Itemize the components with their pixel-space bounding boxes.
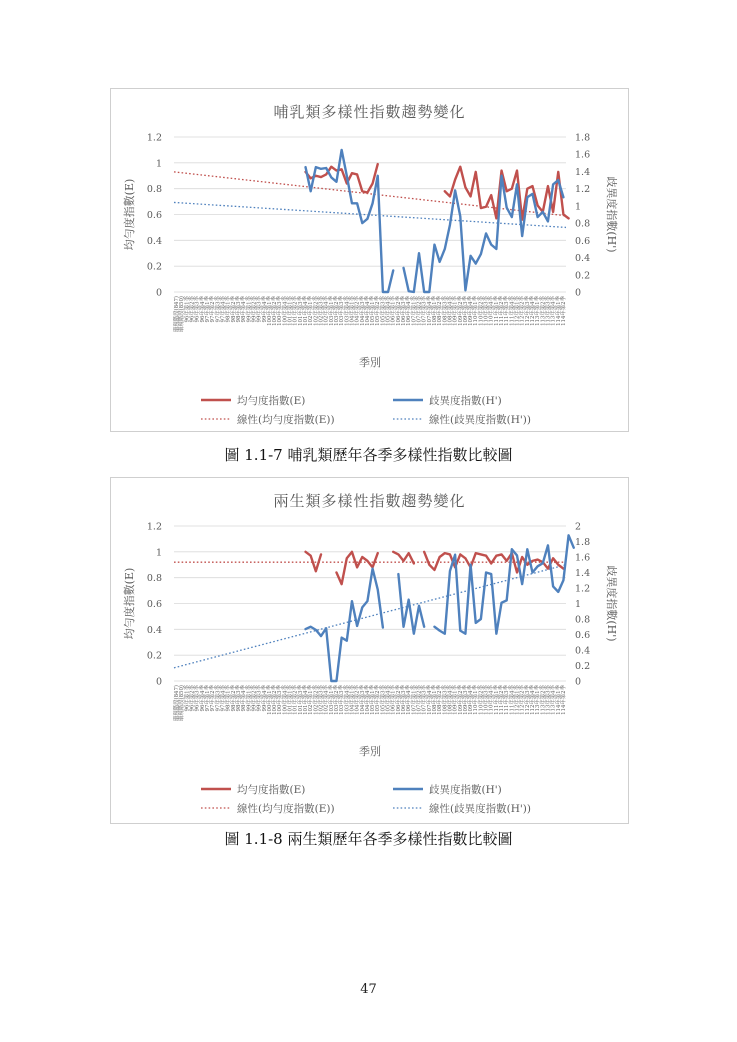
chart1-ytick-left: 1 bbox=[155, 158, 162, 170]
chart1-xtick: 100年第1季 bbox=[266, 296, 273, 326]
chart1-ylabel-right: 歧異度指數(H') bbox=[605, 176, 618, 253]
chart2-xtick: 107年第1季 bbox=[411, 685, 418, 715]
chart1-xtick: 105年第1季 bbox=[370, 296, 377, 326]
chart1-xtick: 102年第4季 bbox=[323, 296, 330, 326]
chart1-xtick: 環現階段(850) bbox=[179, 296, 186, 333]
chart1-xtick: 104年第2季 bbox=[354, 296, 361, 326]
chart2-xtick: 108年第3季 bbox=[442, 685, 449, 715]
chart1-xtick: 103年第4季 bbox=[344, 296, 351, 326]
chart1-series-line bbox=[306, 150, 564, 292]
page-number: 47 bbox=[360, 982, 377, 997]
chart1-title: 哺乳類多樣性指數趨勢變化 bbox=[273, 103, 466, 121]
chart2-legend-label: 歧異度指數(H') bbox=[429, 784, 502, 796]
chart1-xtick: 112年第4季 bbox=[529, 296, 536, 326]
chart1-xtick: 110年第1季 bbox=[473, 296, 480, 326]
chart1-xtick: 96年第1季 bbox=[184, 296, 191, 323]
chart2-xtick: 101年第4季 bbox=[303, 685, 310, 715]
chart1-xtick: 100年第2季 bbox=[272, 296, 279, 326]
chart2-xtick: 108年第1季 bbox=[431, 685, 438, 715]
chart1-ytick-right: 1.8 bbox=[575, 132, 591, 144]
chart2-xtick: 101年第2季 bbox=[292, 685, 299, 715]
chart1-ytick-left: 0.2 bbox=[146, 261, 162, 273]
chart1-legend-label: 均勻度指數(E) bbox=[237, 395, 306, 407]
chart2-ytick-right: 1.4 bbox=[575, 568, 591, 579]
chart2-xtick: 97年第2季 bbox=[210, 685, 217, 712]
chart1-xtick: 114年第2季 bbox=[560, 296, 567, 326]
chart2-xtick: 113年第2季 bbox=[540, 685, 547, 715]
chart2-xtick: 環現階段(850) bbox=[179, 685, 186, 722]
chart2-xtick: 106年第1季 bbox=[390, 685, 397, 715]
chart2-xtick: 106年第4季 bbox=[406, 685, 413, 715]
chart2-xtick: 109年第4季 bbox=[468, 685, 475, 715]
chart2-xtick: 109年第2季 bbox=[457, 685, 464, 715]
chart2-xtick: 104年第2季 bbox=[354, 685, 361, 715]
chart2-xtick: 106年第2季 bbox=[395, 685, 402, 715]
chart1-xtick: 105年第2季 bbox=[375, 296, 382, 326]
chart2-xtick: 103年第2季 bbox=[333, 685, 340, 715]
chart2-xtick: 102年第2季 bbox=[313, 685, 320, 715]
chart1-xtick: 96年第4季 bbox=[199, 296, 206, 323]
chart2-xtick: 97年第3季 bbox=[215, 685, 222, 712]
chart1-xtick: 109年第1季 bbox=[452, 296, 459, 326]
chart1-ytick-right: 0.4 bbox=[575, 253, 591, 265]
chart2-xtick: 98年第2季 bbox=[230, 685, 237, 712]
chart2-xtick: 106年第3季 bbox=[401, 685, 408, 715]
chart1-xtick: 98年第3季 bbox=[235, 296, 242, 323]
chart2-legend-label: 線性(歧異度指數(H')) bbox=[429, 803, 531, 815]
chart1-xtick: 109年第2季 bbox=[457, 296, 464, 326]
chart2-ytick-right: 0.4 bbox=[575, 645, 591, 657]
chart2-xtick: 105年第4季 bbox=[385, 685, 392, 715]
chart1-xtick: 102年第3季 bbox=[318, 296, 325, 326]
chart2-xtick: 98年第1季 bbox=[225, 685, 232, 712]
chart2-xtick: 113年第4季 bbox=[550, 685, 557, 715]
chart2-legend-label: 線性(均勻度指數(E)) bbox=[237, 803, 335, 815]
chart2-xtick: 100年第2季 bbox=[272, 685, 279, 715]
chart2-xtick: 98年第3季 bbox=[235, 685, 242, 712]
chart1-xtick: 113年第2季 bbox=[540, 296, 547, 326]
chart2-xtick: 105年第3季 bbox=[380, 685, 387, 715]
chart1-xtick: 105年第4季 bbox=[385, 296, 392, 326]
chart2-xtick: 100年第4季 bbox=[282, 685, 289, 715]
chart1-xtick: 99年第2季 bbox=[251, 296, 258, 323]
chart2-xtick: 111年第4季 bbox=[509, 685, 516, 715]
chart2-xtick: 110年第4季 bbox=[488, 685, 495, 715]
chart2-ytick-left: 0.8 bbox=[146, 573, 162, 585]
chart2-xtick: 96年第4季 bbox=[199, 685, 206, 712]
chart2-ytick-right: 2 bbox=[575, 521, 582, 533]
chart1-ytick-left: 0.8 bbox=[146, 184, 162, 196]
chart2-xtick: 96年第1季 bbox=[184, 685, 191, 712]
chart1-xtick: 98年第1季 bbox=[225, 296, 232, 323]
chart2-xtick: 104年第4季 bbox=[364, 685, 371, 715]
chart2-xtick: 97年第1季 bbox=[205, 685, 212, 712]
chart2-xtick: 112年第2季 bbox=[519, 685, 526, 715]
chart2-xtick: 101年第1季 bbox=[287, 685, 294, 715]
chart1-xtick: 102年第1季 bbox=[308, 296, 315, 326]
chart1-xtick: 108年第3季 bbox=[442, 296, 449, 326]
chart1-ytick-left: 0.6 bbox=[146, 210, 162, 221]
chart1-xtick: 114年第1季 bbox=[555, 296, 562, 326]
chart1-xtick: 100年第4季 bbox=[282, 296, 289, 326]
chart1-xtick: 99年第4季 bbox=[261, 296, 268, 323]
chart2-xtick: 103年第1季 bbox=[328, 685, 335, 715]
chart1-ytick-left: 1.2 bbox=[146, 132, 162, 144]
chart2-xtick: 104年第1季 bbox=[349, 685, 356, 715]
chart1-xtick: 97年第4季 bbox=[220, 296, 227, 323]
chart1-ytick-left: 0 bbox=[155, 287, 162, 299]
chart1-xtick: 106年第1季 bbox=[390, 296, 397, 326]
chart2-xtick: 97年第4季 bbox=[220, 685, 227, 712]
chart2-xtick: 103年第3季 bbox=[339, 685, 346, 715]
chart1-xtick: 104年第4季 bbox=[364, 296, 371, 326]
chart2-xtick: 111年第3季 bbox=[504, 685, 511, 715]
chart1-ytick-right: 0.8 bbox=[575, 218, 591, 230]
chart1-legend-label: 歧異度指數(H') bbox=[429, 395, 502, 407]
chart1-xtick: 105年第3季 bbox=[380, 296, 387, 326]
chart1-xtick: 113年第3季 bbox=[545, 296, 552, 326]
chart2-ytick-right: 0.2 bbox=[575, 661, 591, 672]
chart1-xtick: 112年第1季 bbox=[514, 296, 521, 326]
chart1-xtick: 環現階段(847) bbox=[174, 296, 181, 333]
chart2-xlabel: 季別 bbox=[359, 745, 381, 758]
chart2-xtick: 107年第4季 bbox=[426, 685, 433, 715]
chart2-title: 兩生類多樣性指數趨勢變化 bbox=[273, 492, 466, 510]
chart1-xtick: 103年第3季 bbox=[339, 296, 346, 326]
chart1-xtick: 113年第4季 bbox=[550, 296, 557, 326]
chart1-xtick: 102年第2季 bbox=[313, 296, 320, 326]
chart1-ytick-left: 0.4 bbox=[146, 235, 162, 247]
chart1-xtick: 104年第3季 bbox=[359, 296, 366, 326]
chart2-xtick: 111年第2季 bbox=[499, 685, 506, 715]
chart1-ytick-right: 1.2 bbox=[575, 184, 591, 196]
chart1-xtick: 101年第4季 bbox=[303, 296, 310, 326]
chart2-legend-label: 均勻度指數(E) bbox=[237, 784, 306, 796]
chart2-xtick: 110年第3季 bbox=[483, 685, 490, 715]
chart1-ytick-right: 0.2 bbox=[575, 270, 591, 282]
chart2-ytick-right: 1.8 bbox=[575, 537, 591, 548]
chart2-ytick-right: 0.6 bbox=[575, 630, 591, 641]
chart2-xtick: 環現階段(847) bbox=[174, 685, 181, 722]
chart2-ytick-left: 0.2 bbox=[146, 650, 162, 662]
chart2-ytick-left: 0.4 bbox=[146, 624, 162, 636]
chart2-xtick: 99年第2季 bbox=[251, 685, 258, 712]
chart1-xtick: 96年第3季 bbox=[194, 296, 201, 323]
chart2-ytick-left: 1 bbox=[155, 547, 162, 559]
chart2-xtick: 114年第2季 bbox=[560, 685, 567, 715]
chart2-ytick-left: 0 bbox=[155, 676, 162, 688]
chart1-xtick: 107年第3季 bbox=[421, 296, 428, 326]
chart2-xtick: 108年第2季 bbox=[437, 685, 444, 715]
chart1-xtick: 108年第4季 bbox=[447, 296, 454, 326]
chart1-xtick: 106年第3季 bbox=[401, 296, 408, 326]
chart2-xtick: 110年第1季 bbox=[473, 685, 480, 715]
chart2-ytick-left: 1.2 bbox=[146, 521, 162, 533]
chart2-xtick: 102年第4季 bbox=[323, 685, 330, 715]
chart2-xtick: 99年第4季 bbox=[261, 685, 268, 712]
chart1-xtick: 111年第2季 bbox=[499, 296, 506, 326]
chart2-xtick: 112年第1季 bbox=[514, 685, 521, 715]
chart1-xtick: 100年第3季 bbox=[277, 296, 284, 326]
chart1-xlabel: 季別 bbox=[359, 356, 381, 369]
chart1-xtick: 110年第3季 bbox=[483, 296, 490, 326]
chart2-xtick: 102年第1季 bbox=[308, 685, 315, 715]
chart2-xtick: 103年第4季 bbox=[344, 685, 351, 715]
chart1-xtick: 108年第2季 bbox=[437, 296, 444, 326]
chart2-xtick: 100年第1季 bbox=[266, 685, 273, 715]
chart2-xtick: 110年第2季 bbox=[478, 685, 485, 715]
chart2-xtick: 100年第3季 bbox=[277, 685, 284, 715]
chart1-xtick: 112年第2季 bbox=[519, 296, 526, 326]
chart1-ytick-right: 0.6 bbox=[575, 235, 591, 247]
chart2-xtick: 101年第3季 bbox=[297, 685, 304, 715]
chart1-xtick: 112年第3季 bbox=[524, 296, 531, 326]
chart1-xtick: 101年第2季 bbox=[292, 296, 299, 326]
chart2-xtick: 102年第3季 bbox=[318, 685, 325, 715]
chart1-xtick: 98年第4季 bbox=[241, 296, 248, 323]
chart1-xtick: 106年第2季 bbox=[395, 296, 402, 326]
chart2-xtick: 96年第2季 bbox=[189, 685, 196, 712]
chart1-xtick: 97年第1季 bbox=[205, 296, 212, 323]
chart2-ytick-right: 1 bbox=[575, 599, 582, 610]
chart1-ytick-right: 1.4 bbox=[575, 166, 591, 178]
chart2-ylabel-right: 歧異度指數(H') bbox=[605, 565, 618, 642]
chart1-legend-label: 線性(均勻度指數(E)) bbox=[237, 414, 335, 426]
chart1-xtick: 97年第3季 bbox=[215, 296, 222, 323]
chart2-xtick: 107年第2季 bbox=[416, 685, 423, 715]
chart2-xtick: 104年第3季 bbox=[359, 685, 366, 715]
chart1-xtick: 96年第2季 bbox=[189, 296, 196, 323]
chart2-xtick: 105年第1季 bbox=[370, 685, 377, 715]
chart1-xtick: 108年第1季 bbox=[431, 296, 438, 326]
chart2-ytick-right: 1.6 bbox=[575, 552, 591, 564]
chart1-xtick: 99年第3季 bbox=[256, 296, 263, 323]
chart1-xtick: 111年第4季 bbox=[509, 296, 516, 326]
chart2-xtick: 108年第4季 bbox=[447, 685, 454, 715]
chart1-xtick: 111年第1季 bbox=[493, 296, 500, 326]
chart2-ylabel-left: 均勻度指數(E) bbox=[123, 567, 136, 640]
figure-caption-amphibian: 圖 1.1-8 兩生類歷年各季多樣性指數比較圖 bbox=[224, 830, 513, 848]
mammal-chart-svg bbox=[111, 89, 628, 431]
chart1-xtick: 97年第2季 bbox=[210, 296, 217, 323]
chart2-xtick: 112年第3季 bbox=[524, 685, 531, 715]
chart2-xtick: 113年第1季 bbox=[535, 685, 542, 715]
chart1-ylabel-left: 均勻度指數(E) bbox=[123, 178, 136, 251]
chart1-xtick: 104年第1季 bbox=[349, 296, 356, 326]
chart2-xtick: 109年第1季 bbox=[452, 685, 459, 715]
mammal-diversity-chart bbox=[110, 88, 629, 432]
chart2-xtick: 99年第1季 bbox=[246, 685, 253, 712]
chart1-xtick: 106年第4季 bbox=[406, 296, 413, 326]
chart1-legend-label: 線性(歧異度指數(H')) bbox=[429, 414, 531, 426]
figure-caption-mammal: 圖 1.1-7 哺乳類歷年各季多樣性指數比較圖 bbox=[224, 446, 513, 464]
chart1-xtick: 113年第1季 bbox=[535, 296, 542, 326]
chart2-xtick: 98年第4季 bbox=[241, 685, 248, 712]
chart1-xtick: 101年第3季 bbox=[297, 296, 304, 326]
chart1-xtick: 103年第2季 bbox=[333, 296, 340, 326]
chart1-xtick: 107年第4季 bbox=[426, 296, 433, 326]
amphibian-diversity-chart bbox=[110, 477, 629, 824]
chart2-xtick: 113年第3季 bbox=[545, 685, 552, 715]
chart2-ytick-right: 0.8 bbox=[575, 614, 591, 626]
chart1-xtick: 101年第1季 bbox=[287, 296, 294, 326]
chart1-ytick-right: 1.6 bbox=[575, 149, 591, 161]
chart2-xtick: 112年第4季 bbox=[529, 685, 536, 715]
chart1-xtick: 107年第2季 bbox=[416, 296, 423, 326]
chart2-ytick-right: 1.2 bbox=[575, 583, 591, 595]
chart1-xtick: 111年第3季 bbox=[504, 296, 511, 326]
chart2-xtick: 105年第2季 bbox=[375, 685, 382, 715]
chart1-xtick: 103年第1季 bbox=[328, 296, 335, 326]
chart1-xtick: 107年第1季 bbox=[411, 296, 418, 326]
chart1-xtick: 110年第4季 bbox=[488, 296, 495, 326]
chart2-xtick: 107年第3季 bbox=[421, 685, 428, 715]
chart2-xtick: 99年第3季 bbox=[256, 685, 263, 712]
chart2-ytick-right: 0 bbox=[575, 676, 582, 688]
chart1-xtick: 109年第4季 bbox=[468, 296, 475, 326]
chart1-xtick: 110年第2季 bbox=[478, 296, 485, 326]
chart1-xtick: 98年第2季 bbox=[230, 296, 237, 323]
chart1-xtick: 109年第3季 bbox=[462, 296, 469, 326]
chart2-xtick: 114年第1季 bbox=[555, 685, 562, 715]
chart1-ytick-right: 0 bbox=[575, 287, 582, 299]
chart2-xtick: 109年第3季 bbox=[462, 685, 469, 715]
chart1-ytick-right: 1 bbox=[575, 201, 582, 213]
chart2-xtick: 96年第3季 bbox=[194, 685, 201, 712]
chart2-xtick: 111年第1季 bbox=[493, 685, 500, 715]
amphibian-chart-svg bbox=[111, 478, 628, 823]
chart2-ytick-left: 0.6 bbox=[146, 599, 162, 610]
chart1-xtick: 99年第1季 bbox=[246, 296, 253, 323]
